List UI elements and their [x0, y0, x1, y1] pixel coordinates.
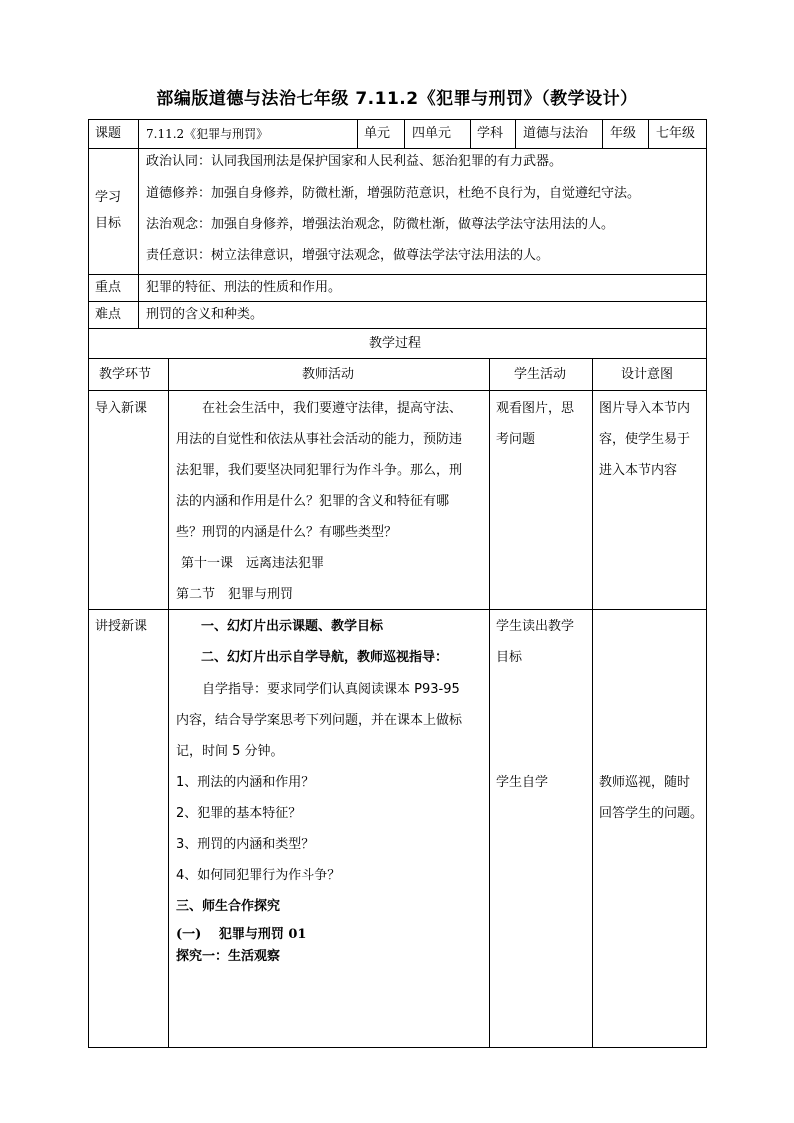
text-line: 考问题: [496, 432, 536, 447]
topic-label: 课题: [95, 126, 122, 141]
page-title: 部编版道德与法治七年级 7.11.2《犯罪与刑罚》（教学设计）: [156, 89, 638, 109]
unit-value: 四单元: [412, 126, 452, 141]
column-header: 学生活动: [514, 367, 567, 382]
teach-student-self-study: 学生自学: [496, 775, 549, 790]
text-line: 内容，结合导学案思考下列问题，并在课本上做标: [176, 713, 463, 728]
question-item: 3、刑罚的内涵和类型？: [176, 837, 315, 852]
column-header: 教学环节: [99, 367, 152, 382]
grade-value: 七年级: [656, 126, 696, 141]
column-header: 设计意图: [621, 367, 674, 382]
text-line: 目标: [496, 650, 523, 665]
text-line: 教师巡视，随时: [599, 775, 691, 790]
objectives-label-line2: 目标: [95, 216, 122, 231]
objective-item: 政治认同：认同我国刑法是保护国家和人民利益、惩治犯罪的有力武器。: [146, 154, 563, 169]
process-title: 教学过程: [369, 336, 422, 351]
question-item: 2、犯罪的基本特征？: [176, 806, 302, 821]
text-line: 在社会生活中，我们要遵守法律，提高守法、: [202, 401, 463, 416]
step-1: 一、幻灯片出示课题、教学目标: [201, 619, 384, 634]
key-point-value: 犯罪的特征、刑法的性质和作用。: [146, 280, 342, 295]
difficulty-value: 刑罚的含义和种类。: [146, 307, 264, 322]
text-line: 进入本节内容: [599, 463, 678, 478]
explore-1: 探究一：生活观察: [176, 949, 281, 964]
text-line: 用法的自觉性和依法从事社会活动的能力，预防违: [176, 432, 463, 447]
intro-teacher-text: [176, 393, 462, 548]
objective-item: 道德修养：加强自身修养，防微杜渐，增强防范意识，杜绝不良行为，自觉遵纪守法。: [146, 186, 641, 201]
text-line: 自学指导：要求同学们认真阅读课本 P93-95: [202, 682, 460, 697]
subject-value: 道德与法治: [523, 126, 589, 141]
text-line: 法犯罪，我们要坚决同犯罪行为作斗争。那么，刑: [176, 463, 463, 478]
section-title: 第二节 犯罪与刑罚: [176, 587, 294, 602]
objective-item: 责任意识：树立法律意识，增强守法观念，做尊法学法守法用法的人。: [146, 248, 550, 263]
teach-intent-text: [599, 767, 703, 829]
intro-intent-text: [599, 393, 690, 486]
intro-student-text: [496, 393, 574, 455]
text-line: 法的内涵和作用是什么？犯罪的含义和特征有哪: [176, 494, 450, 509]
key-point-label: 重点: [95, 280, 122, 295]
teach-student-text: [496, 611, 574, 673]
sub-section-1: (一) 犯罪与刑罚 01: [176, 927, 307, 942]
text-line: 回答学生的问题。: [599, 806, 704, 821]
text-line: 记，时间 5 分钟。: [176, 744, 284, 759]
text-line: 些？刑罚的内涵是什么？有哪些类型？: [176, 525, 398, 540]
topic-value: 7.11.2《犯罪与刑罚》: [146, 127, 269, 141]
subject-label: 学科: [477, 126, 504, 141]
stage-intro: 导入新课: [95, 401, 148, 416]
column-header: 教师活动: [302, 367, 355, 382]
grade-label: 年级: [610, 126, 637, 141]
step-2: 二、幻灯片出示自学导航，教师巡视指导：: [201, 650, 449, 665]
guide-text: [176, 674, 462, 767]
text-line: 容，使学生易于: [599, 432, 691, 447]
step-3: 三、师生合作探究: [176, 899, 281, 914]
text-line: 观看图片，思: [496, 401, 575, 416]
objectives-label-line1: 学习: [95, 190, 122, 205]
difficulty-label: 难点: [95, 307, 122, 322]
stage-teach: 讲授新课: [95, 619, 148, 634]
text-line: 图片导入本节内: [599, 401, 691, 416]
question-item: 1、刑法的内涵和作用？: [176, 775, 315, 790]
objective-item: 法治观念：加强自身修养，增强法治观念，防微杜渐，做尊法学法守法用法的人。: [146, 217, 615, 232]
unit-label: 单元: [364, 126, 391, 141]
lesson-title: 第十一课 远离违法犯罪: [181, 556, 325, 571]
question-item: 4、如何同犯罪行为作斗争？: [176, 868, 341, 883]
text-line: 学生读出教学: [496, 619, 575, 634]
